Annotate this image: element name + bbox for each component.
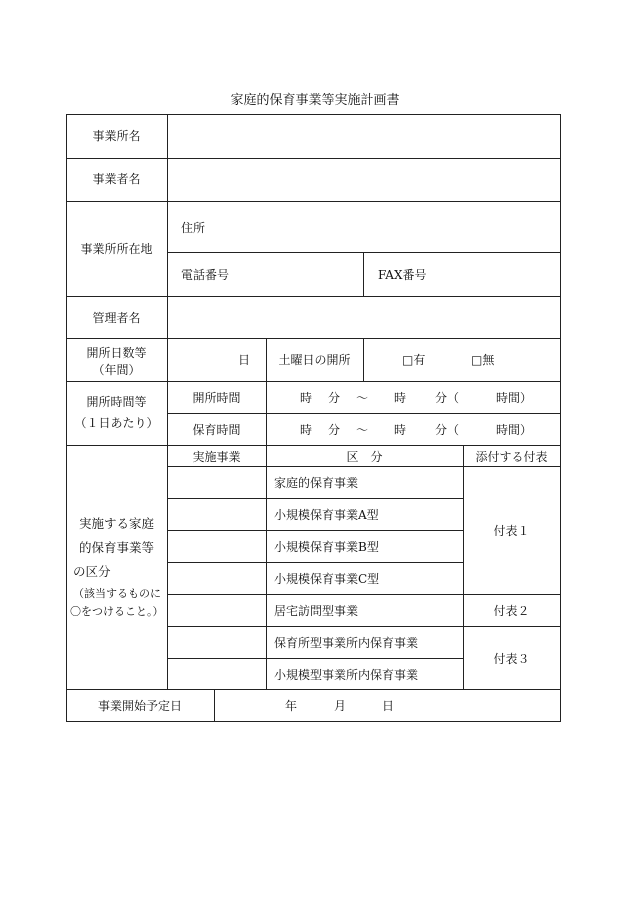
start-date-label: 事業開始予定日	[97, 699, 182, 713]
fax-label: FAX番号	[378, 268, 427, 282]
saturday-yes-checkbox[interactable]: □有	[402, 353, 426, 367]
open-hours-sublabel: （１日あたり）	[74, 416, 159, 430]
care-time-label: 保育時間	[192, 423, 241, 437]
address-field[interactable]	[168, 203, 560, 251]
open-time-hour: 時	[300, 391, 313, 405]
care-time-min2: 分（	[435, 423, 460, 437]
open-time-label: 開所時間	[192, 391, 241, 405]
implement-cell-6[interactable]	[168, 627, 265, 657]
care-time-min: 分	[328, 423, 341, 437]
operator-name-label: 事業者名	[92, 172, 141, 186]
start-date-month: 月	[334, 699, 347, 713]
implement-cell-2[interactable]	[168, 499, 265, 529]
care-time-hour: 時	[300, 423, 313, 437]
care-time-tilde: ～	[356, 423, 369, 437]
office-location-label: 事業所所在地	[80, 242, 153, 256]
attachment-1: 付表１	[493, 524, 530, 538]
program-item: 居宅訪問型事業	[274, 604, 359, 618]
attachment-2: 付表２	[493, 604, 530, 618]
category-note-line1: （該当するものに	[73, 587, 161, 600]
operator-name-field[interactable]	[168, 160, 560, 200]
office-name-label: 事業所名	[92, 129, 141, 143]
manager-name-label: 管理者名	[92, 311, 141, 325]
open-days-sublabel: （年間）	[92, 363, 141, 377]
attachment-3: 付表３	[493, 652, 530, 666]
category-label-line1: 実施する家庭	[78, 516, 154, 531]
col-category-header: 区 分	[346, 450, 383, 464]
saturday-open-label: 土曜日の開所	[278, 353, 351, 367]
open-time-min2: 分（	[435, 391, 460, 405]
implement-cell-3[interactable]	[168, 531, 265, 561]
program-item: 保育所型事業所内保育事業	[274, 636, 419, 650]
category-label-line3: の区分	[73, 564, 111, 579]
page-title: 家庭的保育事業等実施計画書	[230, 93, 400, 108]
start-date-year: 年	[285, 699, 298, 713]
open-hours-label: 開所時間等	[86, 395, 147, 409]
open-time-min: 分	[328, 391, 341, 405]
implement-cell-4[interactable]	[168, 563, 265, 593]
program-item: 家庭的保育事業	[274, 476, 359, 490]
care-time-total: 時間）	[496, 423, 533, 437]
saturday-no-checkbox[interactable]: □無	[471, 353, 495, 367]
implement-cell-7[interactable]	[168, 659, 265, 688]
open-days-label: 開所日数等	[86, 346, 147, 360]
implement-cell-5[interactable]	[168, 595, 265, 625]
program-item: 小規模保育事業C型	[274, 572, 380, 586]
start-date-day: 日	[382, 699, 395, 713]
program-item: 小規模保育事業B型	[274, 540, 379, 554]
open-days-unit: 日	[237, 353, 250, 367]
office-name-field[interactable]	[168, 116, 560, 157]
program-item: 小規模型事業所内保育事業	[274, 668, 419, 682]
program-item: 小規模保育事業A型	[274, 508, 379, 522]
category-note-line2: 〇をつけること。）	[70, 605, 164, 618]
care-time-hour2: 時	[394, 423, 407, 437]
open-time-tilde: ～	[356, 391, 369, 405]
open-time-hour2: 時	[394, 391, 407, 405]
open-time-total: 時間）	[496, 391, 533, 405]
implement-cell-1[interactable]	[168, 467, 265, 497]
phone-label: 電話番号	[181, 268, 230, 282]
category-label-line2: 的保育事業等	[78, 540, 154, 555]
col-implement-header: 実施事業	[192, 450, 241, 464]
col-attach-header: 添付する付表	[475, 450, 548, 464]
manager-name-field[interactable]	[168, 298, 560, 337]
address-label: 住所	[181, 221, 206, 235]
